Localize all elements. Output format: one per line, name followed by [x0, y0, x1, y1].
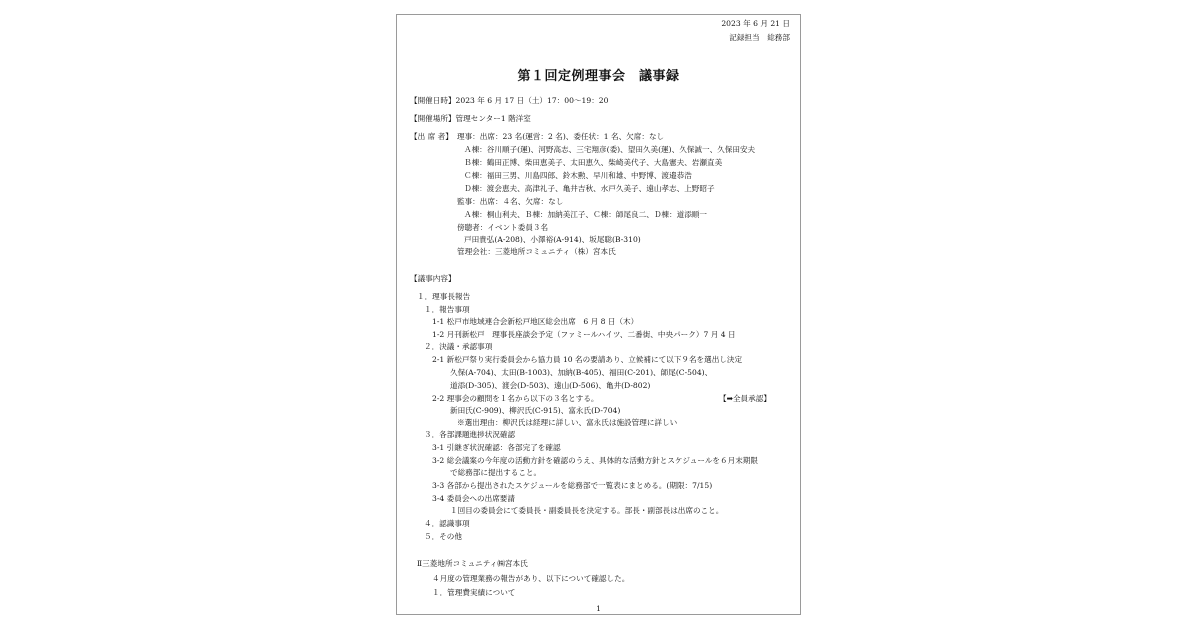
agenda-line: ５．その他: [424, 532, 462, 541]
agenda-line: 3-3 各部から提出されたスケジュールを総務部で一覧表にまとめる。(期限：7/15): [432, 481, 713, 490]
document-page: [396, 14, 801, 615]
agenda-line: 1-1 松戸市地域連合会新松戸地区総会出席 6 月 8 日（木）: [432, 317, 639, 326]
attendance-line: 監事：出席：４名、欠席：なし: [457, 197, 564, 206]
attendance-label: 【出 席 者】: [410, 132, 453, 141]
document-date: 2023 年 6 月 21 日: [721, 19, 790, 28]
attendance-line: Ｄ棟：渡会恵夫、高津礼子、亀井吉秋、水戸久美子、遠山孝志、上野昭子: [464, 184, 715, 193]
agenda-line: １．報告事項: [424, 305, 470, 314]
agenda-line: 2-2 理事会の顧問を１名から以下の３名とする。: [432, 394, 599, 403]
agenda-line: １回目の委員会にて委員長・副委員長を決定する。部長・副部長は出席のこと。: [450, 506, 724, 515]
agenda-line: ４．認識事項: [424, 519, 470, 528]
agenda-line: 3-4 委員会への出席要請: [432, 494, 515, 503]
agenda-line: Ⅱ三菱地所コミュニティ㈱宮本氏: [417, 559, 528, 568]
meeting-datetime: 【開催日時】2023 年 6 月 17 日（土）17：00～19：20: [410, 96, 609, 105]
document-title: 第１回定例理事会 議事録: [517, 69, 680, 84]
agenda-line: 久保(A-704)、太田(B-1003)、加納(B-405)、福田(C-201)、師尾(C-504)、: [450, 368, 713, 377]
agenda-line: 2-1 新松戸祭り実行委員会から協力員 10 名の要請あり、立候補にて以下９名を選出し決定: [432, 355, 743, 364]
agenda-line: ※選出理由：柳沢氏は経理に詳しい、富永氏は施設管理に詳しい: [457, 418, 678, 427]
agenda-line: １．管理費実績について: [432, 588, 516, 597]
agenda-line: 道添(D-305)、渡会(D-503)、遠山(D-506)、亀井(D-802): [450, 381, 651, 390]
agenda-line: 新田氏(C-909)、柳沢氏(C-915)、富永氏(D-704): [450, 406, 621, 415]
agenda-line: ３．各部課題進捗状況確認: [424, 430, 516, 439]
attendance-line: 傍聴者：イベント委員３名: [457, 223, 549, 232]
meeting-place: 【開催場所】管理センター1 階洋室: [410, 114, 531, 123]
agenda-line: 3-2 総会議案の今年度の活動方針を確認のうえ、具体的な活動方針とスケジュールを６月末期限: [432, 456, 758, 465]
agenda-line: で総務部に提出すること。: [450, 468, 542, 477]
attendance-line: 管理会社：三菱地所コミュニティ（株）宮本氏: [457, 247, 616, 256]
attendance-line: Ｃ棟：福田三男、川島四郎、鈴木勲、早川和雄、中野博、渡邉恭浩: [464, 171, 692, 180]
agenda-heading: 【議事内容】: [410, 274, 456, 283]
attendance-line: Ａ棟：谷川順子(運)、河野高志、三宅翔彦(委)、望田久美(運)、久保誠一、久保田安夫: [464, 145, 756, 154]
agenda-line: 1-2 月刊新松戸 理事長座談会予定（ファミールハイツ、二番街、中央パーク）7 月 4 日: [432, 330, 736, 339]
agenda-line: ２．決議・承認事項: [424, 342, 493, 351]
attendance-line: Ｂ棟：鶴田正博、柴田恵美子、太田恵久、柴崎美代子、大島憲夫、岩瀬直美: [464, 158, 723, 167]
recorder-label: 記録担当 総務部: [729, 33, 790, 42]
agenda-line: 3-1 引継ぎ状況確認：各部完了を確認: [432, 443, 561, 452]
attendance-line: 理事：出席：23 名(運営：2 名)、委任状：1 名、欠席：なし: [457, 132, 665, 141]
attendance-line: Ａ棟：桐山利夫、Ｂ棟：加納美江子、Ｃ棟：師尾良二、Ｄ棟：道添順一: [464, 210, 707, 219]
attendance-line: 戸田貴弘(A-208)、小澤裕(A-914)、坂尾聡(B-310): [464, 235, 641, 244]
agenda-line: ４月度の管理業務の報告があり、以下について確認した。: [432, 574, 630, 583]
agenda-line: １．理事長報告: [417, 292, 471, 301]
approval-note: 【➡全員承認】: [719, 394, 771, 403]
page-number: 1: [596, 604, 601, 613]
